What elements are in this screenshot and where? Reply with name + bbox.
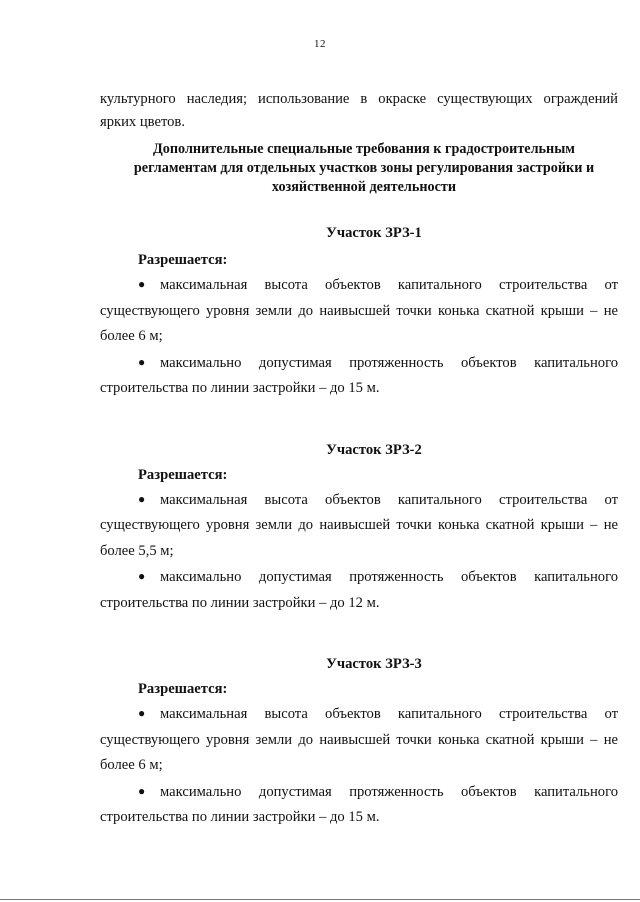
zone-title: Участок ЗРЗ-1 bbox=[326, 225, 422, 241]
bullet-line bbox=[100, 564, 618, 591]
heading-line: Дополнительные специальные требования к градостроительным bbox=[153, 141, 575, 157]
heading-line: хозяйственной деятельности bbox=[271, 179, 457, 195]
bullet-line: существующего уровня земли до наивысшей точки конька скатной крыши – не bbox=[100, 731, 618, 748]
bullet-dot-icon: ● bbox=[138, 783, 146, 798]
bullet-line bbox=[100, 272, 618, 299]
bullet-text: максимально допустимая протяженность объектов капитального bbox=[160, 783, 618, 800]
bullet-item bbox=[100, 272, 618, 350]
zone-section-zrz-1 bbox=[100, 223, 618, 402]
zone-title: Участок ЗРЗ-2 bbox=[326, 441, 422, 458]
bullet-line bbox=[100, 350, 618, 377]
bullet-text: максимально допустимая протяженность объектов капитального bbox=[160, 354, 618, 371]
page-content bbox=[100, 88, 618, 831]
bullet-line: более 6 м; bbox=[100, 757, 163, 773]
allowed-label: Разрешается: bbox=[138, 681, 228, 697]
allowed-label: Разрешается: bbox=[138, 466, 228, 483]
bullet-line: строительства по линии застройки – до 15 м. bbox=[100, 380, 380, 396]
bullet-text: максимально допустимая протяженность объектов капитального bbox=[160, 569, 618, 585]
bullet-item bbox=[100, 350, 618, 402]
bullet-line bbox=[100, 487, 618, 514]
bullet-line: существующего уровня земли до наивысшей точки конька скатной крыши – не bbox=[100, 517, 618, 533]
bullet-line: строительства по линии застройки – до 15 м. bbox=[100, 809, 380, 825]
page-number: 12 bbox=[314, 38, 326, 50]
bullet-line: более 6 м; bbox=[100, 328, 163, 344]
bullet-dot-icon: ● bbox=[138, 569, 146, 583]
allowed-label: Разрешается: bbox=[138, 252, 228, 268]
intro-paragraph bbox=[100, 88, 618, 134]
bullet-line bbox=[100, 701, 618, 728]
bullet-text: максимальная высота объектов капитального строительства от bbox=[160, 277, 618, 293]
bottom-edge-divider bbox=[0, 899, 640, 900]
zone-section-zrz-2 bbox=[100, 440, 618, 617]
intro-line: ярких цветов. bbox=[100, 114, 185, 130]
section-heading bbox=[100, 140, 618, 197]
bullet-line: более 5,5 м; bbox=[100, 542, 174, 559]
bullet-item bbox=[100, 701, 618, 779]
bullet-item bbox=[100, 779, 618, 831]
bullet-line: строительства по линии застройки – до 12 м. bbox=[100, 594, 380, 611]
bullet-line bbox=[100, 779, 618, 806]
heading-line: регламентам для отдельных участков зоны регулирования застройки и bbox=[133, 160, 595, 176]
bullet-dot-icon: ● bbox=[138, 491, 146, 506]
bullet-item bbox=[100, 564, 618, 616]
bullet-dot-icon: ● bbox=[138, 354, 146, 369]
bullet-dot-icon: ● bbox=[138, 706, 146, 720]
bullet-text: максимальная высота объектов капитального строительства от bbox=[160, 706, 618, 722]
intro-line: культурного наследия; использование в окраске существующих ограждений bbox=[100, 91, 618, 107]
bullet-dot-icon: ● bbox=[138, 277, 146, 291]
zone-section-zrz-3 bbox=[100, 654, 618, 831]
bullet-text: максимальная высота объектов капитального строительства от bbox=[160, 491, 618, 508]
zone-title: Участок ЗРЗ-3 bbox=[326, 656, 422, 672]
bullet-line: существующего уровня земли до наивысшей точки конька скатной крыши – не bbox=[100, 302, 618, 319]
bullet-item bbox=[100, 487, 618, 565]
